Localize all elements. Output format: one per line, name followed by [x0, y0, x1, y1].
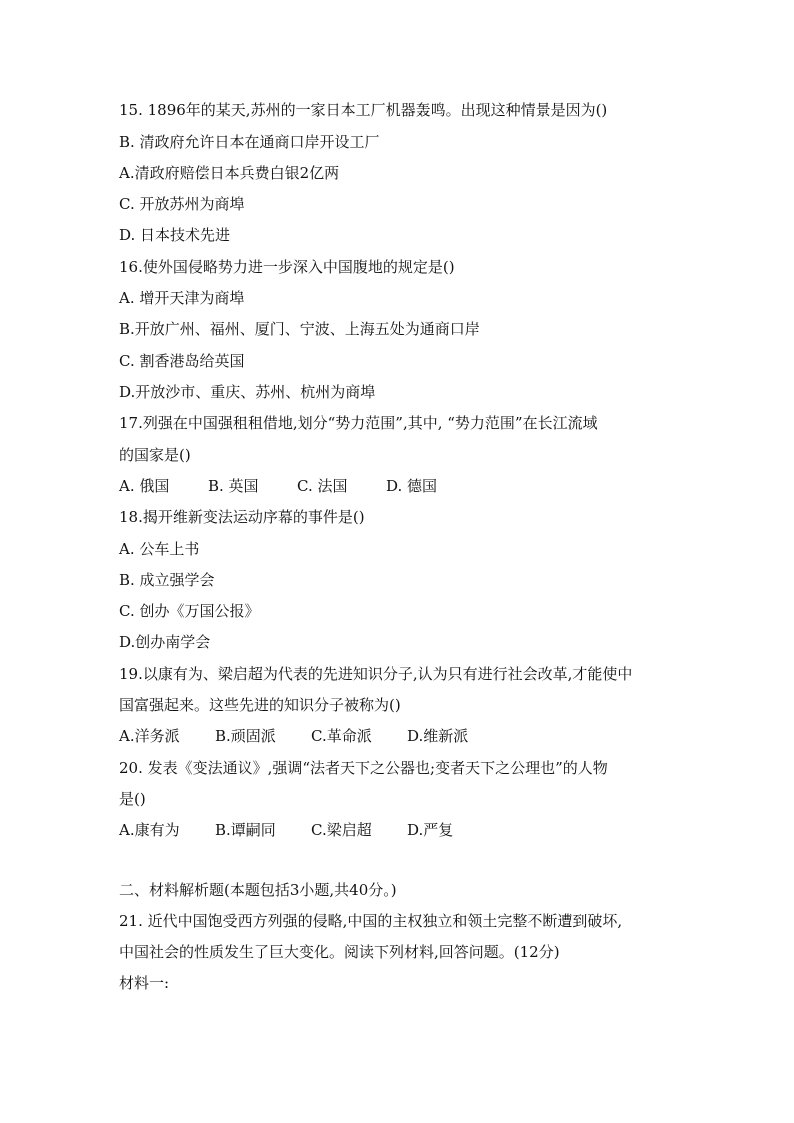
q17-stem-line1: 17.列强在中国强租租借地,划分“势力范围”,其中, “势力范围”在长江流域 — [119, 414, 598, 432]
q16-option: C. 割香港岛给英国 — [119, 352, 245, 370]
q20-option: C.梁启超 — [311, 821, 372, 839]
q21-stem-line2: 中国社会的性质发生了巨大变化。阅读下列材料,回答问题。(12分) — [119, 943, 560, 961]
q17-option: C. 法国 — [297, 477, 348, 495]
q20-option: D.严复 — [407, 821, 454, 839]
q17-stem-line2: 的国家是() — [119, 446, 191, 464]
q17-option: A. 俄国 — [119, 477, 170, 495]
q17-options — [119, 471, 679, 502]
q15-stem: 15. 1896年的某天,苏州的一家日本工厂机器轰鸣。出现这种情景是因为() — [119, 101, 608, 119]
q15-option: D. 日本技术先进 — [119, 226, 231, 244]
q18-option: A. 公车上书 — [119, 540, 200, 558]
q17-option: D. 德国 — [386, 477, 438, 495]
q19-option: C.革命派 — [311, 727, 372, 745]
q19-option: A.洋务派 — [119, 727, 180, 745]
q20-options — [119, 815, 679, 846]
q20-stem-line2: 是() — [119, 790, 146, 808]
q16-option: B.开放广州、福州、厦门、宁波、上海五处为通商口岸 — [119, 320, 480, 338]
q16-option: A. 增开天津为商埠 — [119, 289, 245, 307]
q15-option: C. 开放苏州为商埠 — [119, 195, 245, 213]
q15-option: B. 清政府允许日本在通商口岸开设工厂 — [119, 133, 380, 151]
section2-heading: 二、材料解析题(本题包括3小题,共40分。) — [119, 881, 397, 899]
q18-stem: 18.揭开维新变法运动序幕的事件是() — [119, 508, 365, 526]
q19-option: D.维新派 — [407, 727, 469, 745]
q17-option: B. 英国 — [208, 477, 259, 495]
q20-option: B.谭嗣同 — [215, 821, 276, 839]
q20-option: A.康有为 — [119, 821, 180, 839]
q19-option: B.顽固派 — [215, 727, 276, 745]
q21-stem-line1: 21. 近代中国饱受西方列强的侵略,中国的主权独立和领土完整不断遭到破坏, — [119, 912, 623, 930]
q19-stem-line1: 19.以康有为、梁启超为代表的先进知识分子,认为只有进行社会改革,才能使中 — [119, 665, 633, 683]
q20-stem-line1: 20. 发表《变法通议》,强调“法者天下之公器也;变者天下之公理也”的人物 — [119, 759, 608, 777]
q15-option: A.清政府赔偿日本兵费白银2亿两 — [119, 164, 340, 182]
q16-option: D.开放沙市、重庆、苏州、杭州为商埠 — [119, 383, 376, 401]
q18-option: B. 成立强学会 — [119, 571, 215, 589]
q18-option: D.创办南学会 — [119, 633, 211, 651]
material-label: 材料一: — [119, 974, 170, 992]
q16-stem: 16.使外国侵略势力进一步深入中国腹地的规定是() — [119, 258, 455, 276]
q18-option: C. 创办《万国公报》 — [119, 602, 260, 620]
q19-options — [119, 721, 679, 752]
q19-stem-line2: 国富强起来。这些先进的知识分子被称为() — [119, 696, 401, 714]
